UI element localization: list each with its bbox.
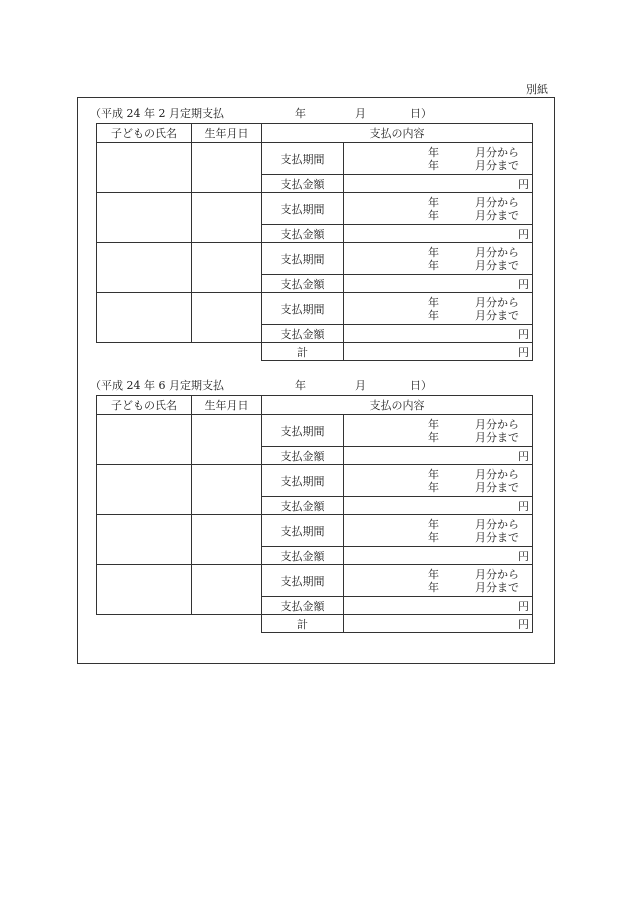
birthdate-cell[interactable] bbox=[192, 515, 262, 565]
child-name-cell[interactable] bbox=[97, 193, 192, 243]
period-end-month: 月分まで bbox=[475, 259, 519, 272]
period-end-month: 月分まで bbox=[475, 159, 519, 172]
payment-table bbox=[96, 123, 533, 361]
amount-value-cell[interactable]: 円 bbox=[344, 325, 533, 343]
period-label: 支払期間 bbox=[262, 565, 344, 597]
header-payment-contents: 支払の内容 bbox=[262, 124, 533, 143]
amount-label: 支払金額 bbox=[262, 597, 344, 615]
amount-value-cell[interactable]: 円 bbox=[344, 497, 533, 515]
period-start-year: 年 bbox=[428, 146, 439, 159]
period-end-year: 年 bbox=[428, 481, 439, 494]
period-start-year: 年 bbox=[428, 246, 439, 259]
period-end-month: 月分まで bbox=[475, 581, 519, 594]
period-label: 支払期間 bbox=[262, 193, 344, 225]
child-name-cell[interactable] bbox=[97, 143, 192, 193]
amount-value-cell[interactable]: 円 bbox=[344, 275, 533, 293]
period-start-month: 月分から bbox=[475, 518, 519, 531]
birthdate-cell[interactable] bbox=[192, 415, 262, 465]
period-start-year: 年 bbox=[428, 196, 439, 209]
period-value-cell[interactable] bbox=[344, 415, 533, 447]
birthdate-cell[interactable] bbox=[192, 143, 262, 193]
heading-year: 年 bbox=[295, 379, 306, 392]
period-end-year: 年 bbox=[428, 431, 439, 444]
child-name-cell[interactable] bbox=[97, 415, 192, 465]
period-start-year: 年 bbox=[428, 518, 439, 531]
heading-year: 年 bbox=[295, 107, 306, 120]
period-start-month: 月分から bbox=[475, 296, 519, 309]
period-start-month: 月分から bbox=[475, 568, 519, 581]
amount-label: 支払金額 bbox=[262, 325, 344, 343]
section-title: （平成 24 年 6 月定期支払 bbox=[90, 379, 224, 392]
heading-day: 日） bbox=[410, 379, 432, 392]
payment-table bbox=[96, 395, 533, 633]
period-value-cell[interactable] bbox=[344, 143, 533, 175]
birthdate-cell[interactable] bbox=[192, 565, 262, 615]
amount-value-cell[interactable]: 円 bbox=[344, 447, 533, 465]
period-end-year: 年 bbox=[428, 209, 439, 222]
period-value-cell[interactable] bbox=[344, 515, 533, 547]
period-start-month: 月分から bbox=[475, 196, 519, 209]
amount-value-cell[interactable]: 円 bbox=[344, 597, 533, 615]
section-heading bbox=[90, 105, 532, 123]
period-start-month: 月分から bbox=[475, 468, 519, 481]
period-start-year: 年 bbox=[428, 418, 439, 431]
period-start-month: 月分から bbox=[475, 246, 519, 259]
period-label: 支払期間 bbox=[262, 143, 344, 175]
section-heading bbox=[90, 377, 532, 395]
period-end-year: 年 bbox=[428, 259, 439, 272]
birthdate-cell[interactable] bbox=[192, 293, 262, 343]
section-title: （平成 24 年 2 月定期支払 bbox=[90, 107, 224, 120]
amount-label: 支払金額 bbox=[262, 225, 344, 243]
total-value-cell[interactable]: 円 bbox=[344, 615, 533, 633]
amount-label: 支払金額 bbox=[262, 497, 344, 515]
header-child-name: 子どもの氏名 bbox=[97, 124, 192, 143]
spacer-cell bbox=[192, 343, 262, 361]
period-start-year: 年 bbox=[428, 296, 439, 309]
header-birthdate: 生年月日 bbox=[192, 124, 262, 143]
period-label: 支払期間 bbox=[262, 293, 344, 325]
child-name-cell[interactable] bbox=[97, 243, 192, 293]
period-start-month: 月分から bbox=[475, 418, 519, 431]
amount-value-cell[interactable]: 円 bbox=[344, 225, 533, 243]
amount-value-cell[interactable]: 円 bbox=[344, 547, 533, 565]
period-value-cell[interactable] bbox=[344, 243, 533, 275]
period-end-month: 月分まで bbox=[475, 209, 519, 222]
period-label: 支払期間 bbox=[262, 243, 344, 275]
amount-value-cell[interactable]: 円 bbox=[344, 175, 533, 193]
child-name-cell[interactable] bbox=[97, 465, 192, 515]
period-start-year: 年 bbox=[428, 468, 439, 481]
period-label: 支払期間 bbox=[262, 515, 344, 547]
header-payment-contents: 支払の内容 bbox=[262, 396, 533, 415]
payment-section-february bbox=[90, 105, 532, 361]
period-label: 支払期間 bbox=[262, 465, 344, 497]
period-end-month: 月分まで bbox=[475, 309, 519, 322]
amount-label: 支払金額 bbox=[262, 175, 344, 193]
heading-month: 月 bbox=[355, 107, 366, 120]
birthdate-cell[interactable] bbox=[192, 465, 262, 515]
period-end-month: 月分まで bbox=[475, 481, 519, 494]
period-end-year: 年 bbox=[428, 581, 439, 594]
total-value-cell[interactable]: 円 bbox=[344, 343, 533, 361]
period-value-cell[interactable] bbox=[344, 293, 533, 325]
total-label: 計 bbox=[262, 615, 344, 633]
period-end-month: 月分まで bbox=[475, 431, 519, 444]
period-start-year: 年 bbox=[428, 568, 439, 581]
child-name-cell[interactable] bbox=[97, 515, 192, 565]
period-end-month: 月分まで bbox=[475, 531, 519, 544]
annex-label: 別紙 bbox=[526, 83, 548, 96]
birthdate-cell[interactable] bbox=[192, 243, 262, 293]
child-name-cell[interactable] bbox=[97, 565, 192, 615]
period-value-cell[interactable] bbox=[344, 193, 533, 225]
header-birthdate: 生年月日 bbox=[192, 396, 262, 415]
period-value-cell[interactable] bbox=[344, 465, 533, 497]
heading-month: 月 bbox=[355, 379, 366, 392]
heading-day: 日） bbox=[410, 107, 432, 120]
period-value-cell[interactable] bbox=[344, 565, 533, 597]
child-name-cell[interactable] bbox=[97, 293, 192, 343]
period-end-year: 年 bbox=[428, 531, 439, 544]
birthdate-cell[interactable] bbox=[192, 193, 262, 243]
total-label: 計 bbox=[262, 343, 344, 361]
header-child-name: 子どもの氏名 bbox=[97, 396, 192, 415]
payment-section-june bbox=[90, 377, 532, 633]
period-label: 支払期間 bbox=[262, 415, 344, 447]
spacer-cell bbox=[97, 343, 192, 361]
period-end-year: 年 bbox=[428, 309, 439, 322]
amount-label: 支払金額 bbox=[262, 547, 344, 565]
period-end-year: 年 bbox=[428, 159, 439, 172]
amount-label: 支払金額 bbox=[262, 447, 344, 465]
spacer-cell bbox=[97, 615, 192, 633]
period-start-month: 月分から bbox=[475, 146, 519, 159]
amount-label: 支払金額 bbox=[262, 275, 344, 293]
spacer-cell bbox=[192, 615, 262, 633]
